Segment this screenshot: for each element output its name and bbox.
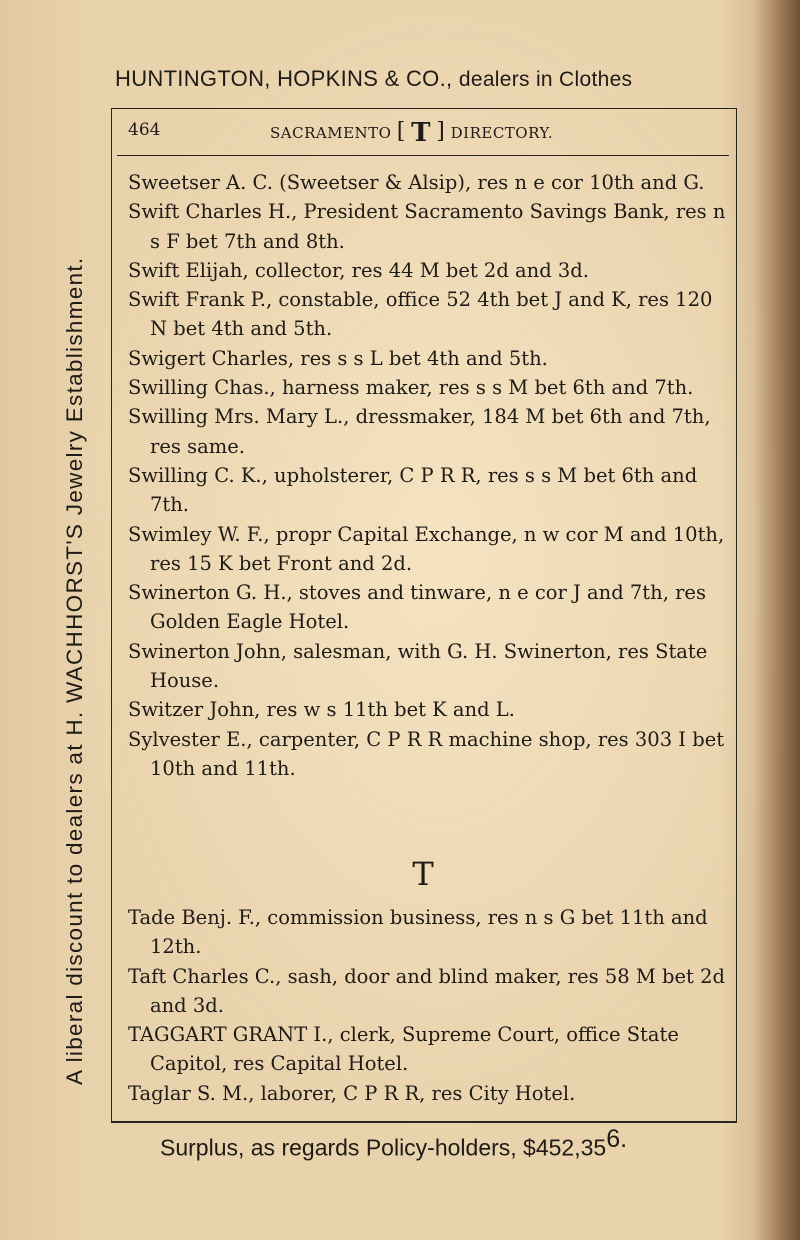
top-header-company: HUNTINGTON, HOPKINS & CO.,	[115, 66, 453, 91]
side-advertisement: A liberal discount to dealers at H. WACHHORST'S Jewelry Establishment.	[62, 256, 87, 1085]
running-title-city: SACRAMENTO	[270, 124, 392, 142]
close-bracket: ]	[436, 119, 446, 144]
footer-advertisement	[160, 1125, 760, 1162]
running-title	[270, 118, 553, 148]
directory-entry: Tade Benj. F., commission business, res n s G bet 11th and 12th.	[128, 906, 708, 959]
directory-entry: Switzer John, res w s 11th bet K and L.	[128, 698, 515, 722]
section-heading-letter: T	[412, 855, 434, 893]
directory-entry: Swilling Chas., harness maker, res s s M bet 6th and 7th.	[128, 376, 694, 400]
directory-entry: Sylvester E., carpenter, C P R R machine shop, res 303 I bet 10th and 11th.	[128, 727, 725, 780]
footer-tail: 6.	[606, 1125, 628, 1153]
directory-entry: Swinerton G. H., stoves and tinware, n e cor J and 7th, res Golden Eagle Hotel.	[128, 581, 706, 634]
directory-entry: Swilling Mrs. Mary L., dressmaker, 184 M bet 6th and 7th, res same.	[128, 405, 711, 458]
directory-entry: Sweetser A. C. (Sweetser & Alsip), res n e cor 10th and G.	[128, 171, 705, 194]
top-advertisement-header	[115, 66, 745, 92]
directory-entries-t	[128, 903, 728, 1108]
directory-entry: Swift Elijah, collector, res 44 M bet 2d and 3d.	[128, 258, 589, 282]
directory-entry: Swilling C. K., upholsterer, C P R R, res s s M bet 6th and 7th.	[128, 463, 698, 517]
header-rule	[117, 155, 729, 156]
directory-entry: Swift Charles H., President Sacramento Savings Bank, res n s F bet 7th and 8th.	[128, 200, 726, 253]
section-letter-mark: T	[411, 118, 431, 148]
running-header	[128, 118, 728, 148]
directory-entry: Swigert Charles, res s s L bet 4th and 5th.	[128, 346, 548, 370]
footer-text: Surplus, as regards Policy-holders, $452,35	[160, 1134, 607, 1161]
directory-entry: TAGGART GRANT I., clerk, Supreme Court, office State Capitol, res Capital Hotel.	[128, 1023, 679, 1076]
top-header-tagline: dealers in Clothes	[458, 68, 633, 91]
running-title-directory: DIRECTORY.	[450, 124, 554, 142]
directory-entry: Taglar S. M., laborer, C P R R, res City Hotel.	[128, 1081, 576, 1105]
directory-entry: Taft Charles C., sash, door and blind maker, res 58 M bet 2d and 3d.	[128, 964, 725, 1017]
page-edge-shadow	[754, 0, 800, 1240]
directory-entries-s	[128, 168, 728, 783]
open-bracket: [	[396, 119, 406, 144]
directory-entry: Swinerton John, salesman, with G. H. Swinerton, res State House.	[128, 639, 708, 693]
directory-entry: Swimley W. F., propr Capital Exchange, n w cor M and 10th, res 15 K bet Front and 2d.	[128, 522, 725, 575]
directory-entry: Swift Frank P., constable, office 52 4th bet J and K, res 120 N bet 4th and 5th.	[128, 288, 713, 341]
page-number: 464	[128, 120, 161, 140]
